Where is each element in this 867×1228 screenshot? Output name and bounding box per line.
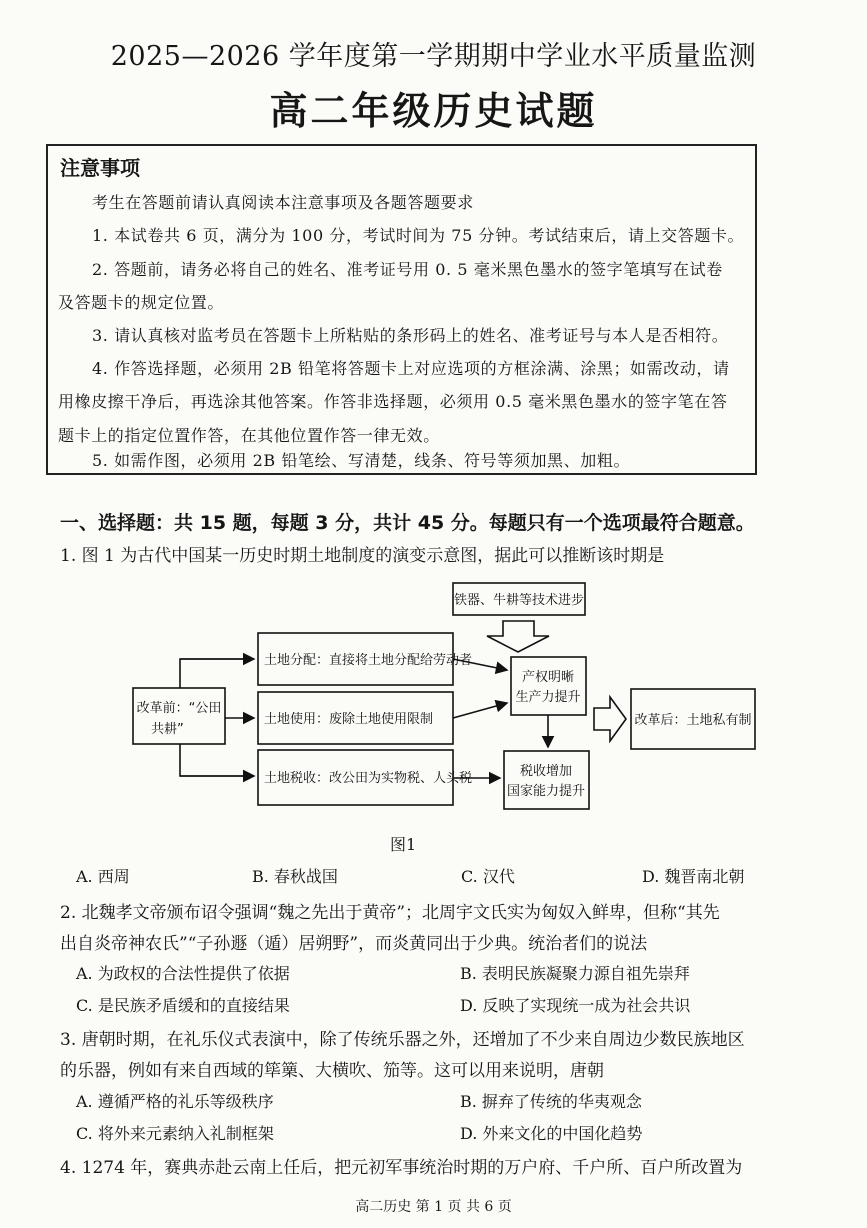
notice-line: 5. 如需作图，必须用 2B 铅笔绘、写清楚，线条、符号等须加黑、加粗。 [92,451,631,470]
result2-label-2: 国家能力提升 [506,784,586,799]
q1-option-a: A. 西周 [76,867,130,886]
notice-line: 1. 本试卷共 6 页，满分为 100 分，考试时间为 75 分钟。考试结束后，请上交答题卡。 [92,226,745,245]
before-label-2: 共耕” [151,722,184,737]
notice-line: 用橡皮擦干净后，再选涂其他答案。作答非选择题，必须用 0.5 毫米黑色墨水的签字笔在答 [58,392,728,411]
notice-line: 考生在答题前请认真阅读本注意事项及各题答题要求 [92,193,474,212]
question-4-stem: 4. 1274 年，赛典赤赴云南上任后，把元初军事统治时期的万户府、千户所、百户所改置为 [60,1158,743,1178]
page-footer: 高二历史 第 1 页 共 6 页 [355,1199,512,1215]
result2-label-1: 税收增加 [519,764,573,779]
q1-option-b: B. 春秋战国 [252,867,338,886]
notice-line: 4. 作答选择题，必须用 2B 铅笔将答题卡上对应选项的方框涂满、涂黑；如需改动，请 [92,359,730,378]
q3-option-d: D. 外来文化的中国化趋势 [460,1124,643,1143]
tech-label: 铁器、牛耕等技术进步 [453,593,585,608]
q3-option-b: B. 摒弃了传统的华夷观念 [460,1092,642,1111]
question-2-stem: 2. 北魏孝文帝颁布诏令强调“魏之先出于黄帝”；北周宇文氏实为匈奴入鲜卑，但称“其先 [60,903,720,923]
notice-line: 及答题卡的规定位置。 [58,293,225,312]
result1-box [511,657,586,715]
result2-box [504,751,589,809]
grade-title: 高二年级历史试题 [269,88,598,133]
result1-label-2: 生产力提升 [515,690,581,705]
question-3-stem: 3. 唐朝时期，在礼乐仪式表演中，除了传统乐器之外，还增加了不少来自周边少数民族地区 [60,1030,745,1050]
question-3-stem: 的乐器，例如有来自西域的筚篥、大横吹、笳等。这可以用来说明，唐朝 [60,1061,604,1081]
q2-option-c: C. 是民族矛盾缓和的直接结果 [76,996,290,1015]
question-1-stem: 1. 图 1 为古代中国某一历史时期土地制度的演变示意图，据此可以推断该时期是 [60,546,665,566]
q2-option-a: A. 为政权的合法性提供了依据 [76,964,290,983]
branch2-label: 土地使用：废除土地使用限制 [264,712,434,727]
result1-label-1: 产权明晰 [521,670,575,685]
before-label-1: 改革前：“公田 [136,701,222,716]
branch1-label: 土地分配：直接将土地分配给劳动者 [264,653,473,668]
after-label: 改革后：土地私有制 [634,713,752,728]
exam-title: 2025—2026 学年度第一学期期中学业水平质量监测 [110,41,757,72]
tech-down-arrow [487,621,549,652]
question-2-stem: 出自炎帝神农氏”“子孙遯（遁）居朔野”，而炎黄同出于少典。统治者们的说法 [60,934,648,954]
figure-caption: 图1 [390,835,417,854]
notice-line: 2. 答题前，请务必将自己的姓名、准考证号用 0. 5 毫米黑色墨水的签字笔填写在试卷 [92,260,723,279]
q1-option-c: C. 汉代 [461,867,515,886]
notice-line: 题卡上的指定位置作答，在其他位置作答一律无效。 [58,426,440,445]
big-right-arrow [594,697,626,741]
q1-option-d: D. 魏晋南北朝 [642,867,745,886]
q3-option-c: C. 将外来元素纳入礼制框架 [76,1124,274,1143]
section-heading: 一、选择题：共 15 题，每题 3 分，共计 45 分。每题只有一个选项最符合题意。 [60,512,755,534]
q2-option-b: B. 表明民族凝聚力源自祖先崇拜 [460,964,690,983]
notice-line: 3. 请认真核对监考员在答题卡上所粘贴的条形码上的姓名、准考证号与本人是否相符。 [92,326,729,345]
q2-option-d: D. 反映了实现统一成为社会共识 [460,996,691,1015]
notice-heading: 注意事项 [60,156,140,180]
branch3-label: 土地税收：改公田为实物税、人头税 [264,771,473,786]
q3-option-a: A. 遵循严格的礼乐等级秩序 [76,1092,274,1111]
